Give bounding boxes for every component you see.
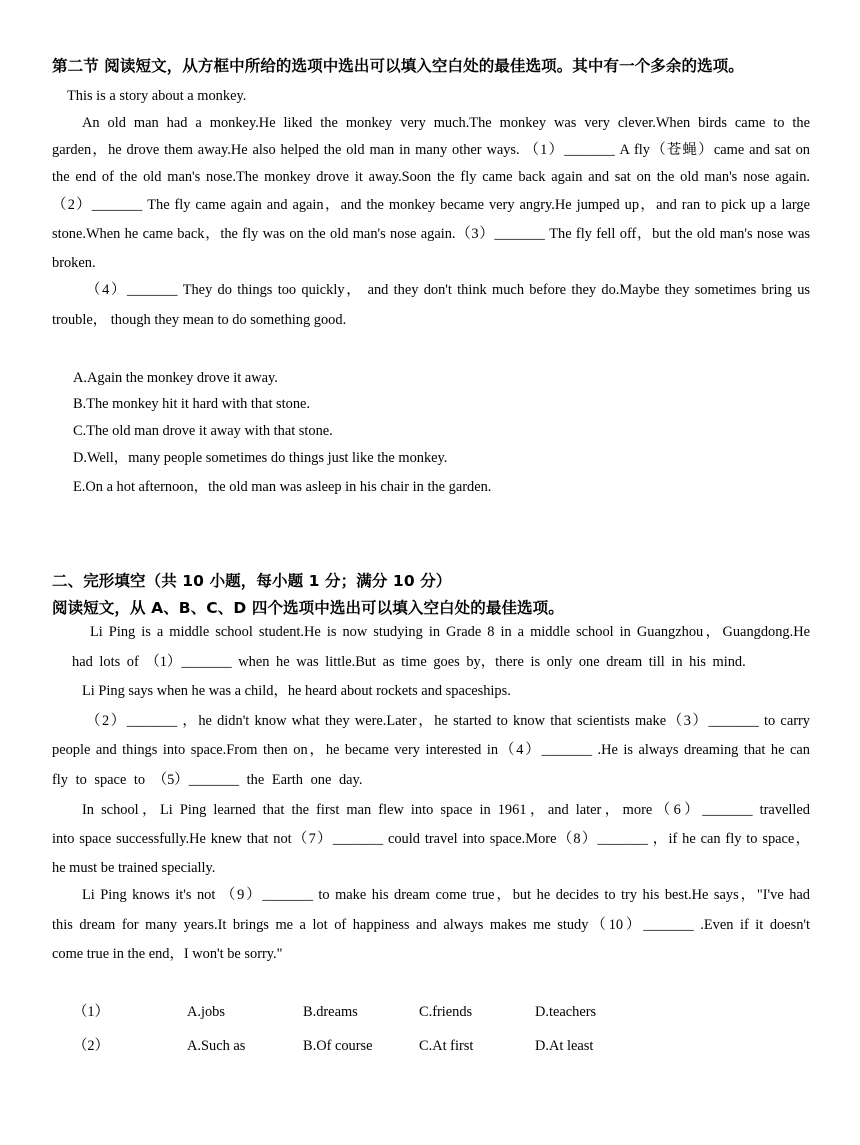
passage-line: people and things into space.From then on，he became very interested in（4）_______ .He is always dreaming that he can xyxy=(52,742,810,758)
passage-line: the end of the old man's nose.The monkey drove it away.Soon the fly came back again and sat on the old man's nose again. xyxy=(52,169,810,185)
passage-line: into space successfully.He knew that not（7）_______ could travel into space.More（8）_______ ，if he can fly to space， xyxy=(52,831,810,847)
choice-b: B.Of course xyxy=(303,1038,373,1054)
passage-line: （2）_______ The fly came again and again，and the monkey became very angry.He jumped up，and ran to pick up a large xyxy=(52,197,810,213)
passage-line: Li Ping says when he was a child，he heard about rockets and spaceships. xyxy=(82,683,511,699)
choice-a: A.Such as xyxy=(187,1038,246,1054)
passage-line: he must be trained specially. xyxy=(52,860,216,876)
passage-line: had lots of （1）_______ when he was little.But as time goes by，there is only one dream till in his mind. xyxy=(72,654,746,670)
choice-d: D.At least xyxy=(535,1038,594,1054)
section-subheading: 阅读短文，从 A、B、C、D 四个选项中选出可以填入空白处的最佳选项。 xyxy=(52,599,564,617)
passage-line: Li Ping is a middle school student.He is now studying in Grade 8 in a middle school in Guangzhou，Guangdong.He xyxy=(90,624,810,640)
passage-line: （4）_______ They do things too quickly， and they don't think much before they do.Maybe they sometimes bring us xyxy=(86,282,810,298)
passage-line: Li Ping knows it's not （9）_______ to make his dream come true，but he decides to try his best.He says，"I've had xyxy=(82,887,810,903)
passage-line: garden，he drove them away.He also helped the old man in many other ways. （1）_______ A fly（苍蝇）came and sat on xyxy=(52,142,810,158)
choice-c: C.friends xyxy=(419,1004,473,1020)
choice-d: D.teachers xyxy=(535,1004,597,1020)
passage-line: this dream for many years.It brings me a lot of happiness and always makes me study（10）_______ .Even if it doesn't xyxy=(52,917,810,933)
option-item: A.Again the monkey drove it away. xyxy=(73,370,278,386)
passage-line: In school，Li Ping learned that the first man flew into space in 1961，and later，more（6）_______ travelled xyxy=(82,802,810,818)
passage-line: This is a story about a monkey. xyxy=(67,88,247,104)
passage-line: An old man had a monkey.He liked the monkey very much.The monkey was very clever.When birds came to the xyxy=(82,115,810,131)
passage-line: fly to space to （5）_______ the Earth one day. xyxy=(52,772,363,788)
passage-line: broken. xyxy=(52,255,96,271)
option-item: B.The monkey hit it hard with that stone. xyxy=(73,396,311,412)
option-item: D.Well，many people sometimes do things just like the monkey. xyxy=(73,450,448,466)
section-heading: 二、完形填空（共 10 小题，每小题 1 分；满分 10 分） xyxy=(52,572,452,590)
choice-a: A.jobs xyxy=(187,1004,225,1020)
question-number: （1） xyxy=(73,1004,109,1020)
choice-c: C.At first xyxy=(419,1038,474,1054)
passage-line: stone.When he came back，the fly was on the old man's nose again.（3）_______ The fly fell off，but the old man's nose was xyxy=(52,226,810,242)
option-item: E.On a hot afternoon，the old man was asleep in his chair in the garden. xyxy=(73,479,492,495)
passage-line: （2）_______ ，he didn't know what they were.Later，he started to know that scientists make（3）_______ to carry xyxy=(86,713,810,729)
passage-line: come true in the end，I won't be sorry." xyxy=(52,946,283,962)
choice-b: B.dreams xyxy=(303,1004,358,1020)
passage-line: trouble， though they mean to do something good. xyxy=(52,312,347,328)
section-heading: 第二节 阅读短文，从方框中所给的选项中选出可以填入空白处的最佳选项。其中有一个多余的选项。 xyxy=(52,57,744,75)
option-item: C.The old man drove it away with that stone. xyxy=(73,423,333,439)
question-number: （2） xyxy=(73,1038,109,1054)
